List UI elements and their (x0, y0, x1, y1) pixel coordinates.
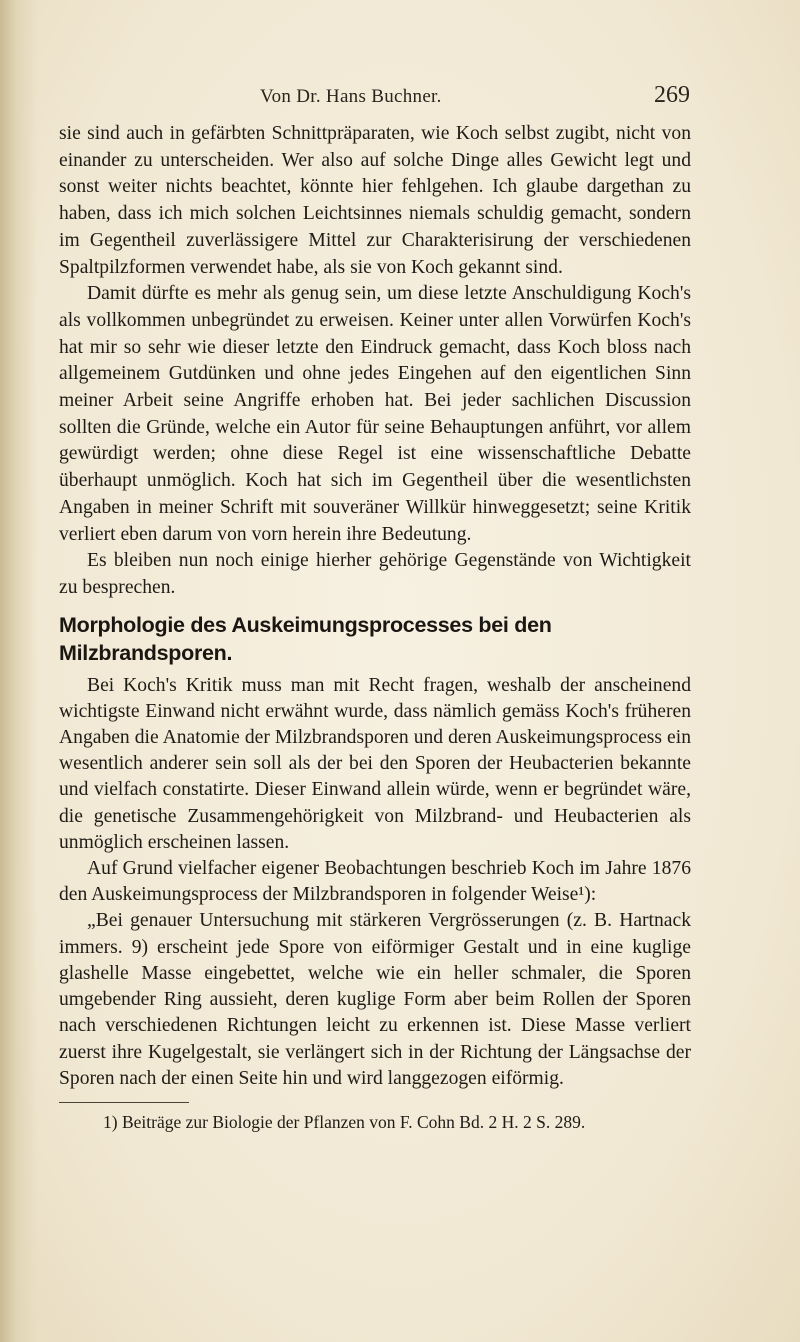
footnote-rule (59, 1102, 189, 1103)
body-text (59, 121, 691, 1133)
section-heading: Morphologie des Auskeimungsprocesses bei den Milzbrandsporen. (59, 612, 552, 665)
paragraph-2: Damit dürfte es mehr als genug sein, um diese letzte Anschuldigung Koch's als vollkommen unbegründet zu erweisen. Keiner unter allen Vorwürfen Koch's hat mir so sehr wie dieser letzte den Eindruck gemacht, dass Koch bloss nach allgemeinem Gutdünken und ohne jedes Eingehen auf den eigentlichen Sinn meiner Arbeit seine Angriffe erhoben hat. Bei jeder sachlichen Discussion sollten die Gründe, welche ein Autor für seine Behauptungen anführt, vor allem gewürdigt werden; ohne diese Regel ist eine wissenschaftliche Debatte überhaupt unmöglich. Koch hat sich im Gegentheil über die wesentlichsten Angaben in meiner Schrift mit souveräner Willkür hinweggesetzt; seine Kritik verliert eben darum von vorn herein ihre Bedeutung. (59, 283, 691, 545)
page-header (160, 82, 690, 116)
paragraph-1: sie sind auch in gefärbten Schnittpräparaten, wie Koch selbst zugibt, nicht von einander zu unterscheiden. Wer also auf solche Dinge alles Gewicht legt und sonst weiter nichts beachtet, könnte hier fehlgehen. Ich glaube dargethan zu haben, dass ich mich solchen Leichtsinnes niemals schuldig gemacht, sondern im Gegentheil zuverlässigere Mittel zur Charakterisirung der verschiedenen Spaltpilzformen verwendet habe, als sie von Koch gekannt sind. (59, 123, 691, 278)
quotation: „Bei genauer Untersuchung mit stärkeren Vergrösserungen (z. B. Hartnack immers. 9) erscheint jede Spore von eiförmiger Gestalt und in eine kuglige glashelle Masse eingebettet, welche wie ein heller schmaler, die Sporen umgebender Ring aussieht, deren kuglige Form aber beim Rollen der Sporen nach verschiedenen Richtungen leicht zu erkennen ist. Diese Masse verliert zuerst ihre Kugelgestalt, sie verlängert sich in der Richtung der Längsachse der Sporen nach der einen Seite hin und wird langgezogen eiförmig. (59, 910, 691, 1089)
paragraph-3: Es bleiben nun noch einige hierher gehörige Gegenstände von Wichtigkeit zu besprechen. (59, 550, 691, 598)
page-number: 269 (654, 82, 690, 108)
paragraph-4: Bei Koch's Kritik muss man mit Recht fragen, weshalb der anscheinend wichtigste Einwand nicht erwähnt wurde, dass nämlich gemäss Koch's früheren Angaben die Anatomie der Milzbrandsporen und deren Auskeimungsprocess ein wesentlich anderer sein soll als der bei den Sporen der Heubacterien bekannte und vielfach constatirte. Dieser Einwand allein würde, wenn er begründet wäre, die genetische Zusammengehörigkeit von Milzbrand- und Heubacterien als unmöglich erscheinen lassen. (59, 674, 691, 853)
page-edge-shadow (0, 0, 38, 1342)
paragraph-5: Auf Grund vielfacher eigener Beobachtungen beschrieb Koch im Jahre 1876 den Auskeimungsprocess der Milzbrandsporen in folgender Weise¹): (59, 858, 691, 906)
running-title: Von Dr. Hans Buchner. (260, 86, 442, 107)
footnote: 1) Beiträge zur Biologie der Pflanzen von F. Cohn Bd. 2 H. 2 S. 289. (103, 1111, 586, 1132)
